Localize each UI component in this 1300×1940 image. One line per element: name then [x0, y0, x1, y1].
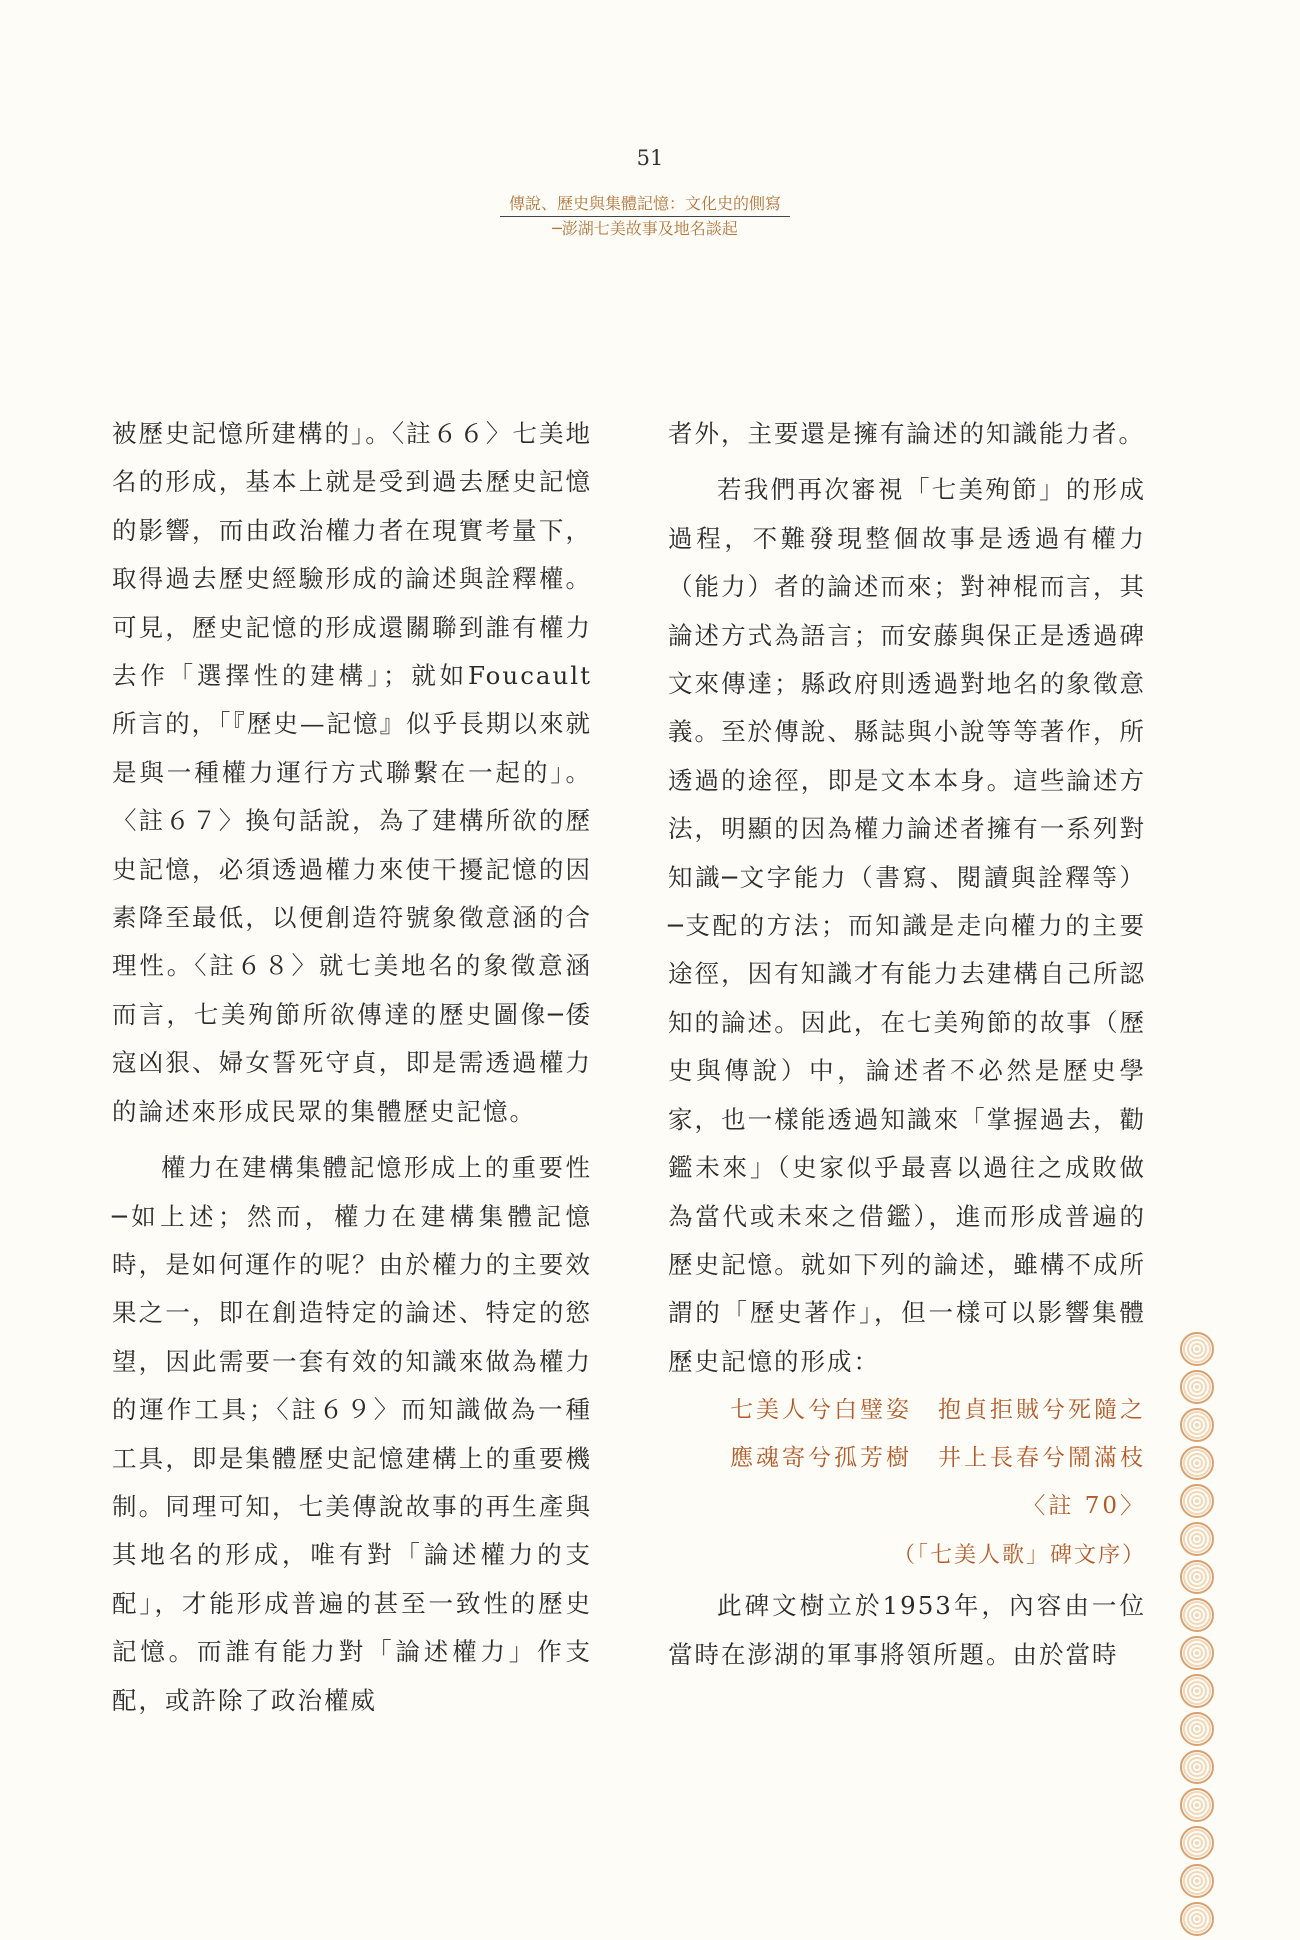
text-line: 使干擾記憶的因素降至最低，以便創造 [112, 854, 593, 933]
text-line: 論述權力」作支配，或許除了政治權威 [112, 1637, 592, 1715]
ornament-circle-icon [1180, 1332, 1214, 1366]
text-line: 下列的論述，雖構不成所謂的「歷史著 [668, 1249, 1147, 1328]
text-line: 權力在建構集體記憶形成上的重要 [161, 1153, 566, 1183]
text-line: 此碑文樹立於1953年，內容由一位 [717, 1591, 1146, 1621]
text-line: 性─如上述；然而，權力在建構集體記 [112, 1153, 592, 1231]
left-paragraph-2 [112, 1144, 592, 1725]
ornament-circle-icon [1180, 1750, 1214, 1784]
text-line: 徵意義。至於傳說、縣誌與小說等等著 [668, 669, 1147, 747]
left-paragraph-1 [112, 410, 592, 1136]
running-title-line1: 傳說、歷史與集體記憶：文化史的側寫 [500, 192, 790, 217]
text-line: 最喜以過往之成敗做為當代或未來之借 [668, 1153, 1147, 1231]
text-line: 鑑），進而形成普遍的歷史記憶。就如 [668, 1201, 1146, 1279]
poem-line-1: 七美人兮白璧姿 抱貞拒賊兮死隨之 [730, 1397, 1146, 1424]
text-line: 量下，取得過去歷史經驗形成的論述與 [112, 515, 593, 594]
left-column [112, 410, 592, 1725]
ornament-circle-icon [1180, 1826, 1214, 1860]
poem-quote [668, 1386, 1146, 1530]
text-line: 上的重要機制。同理可知，七美傳說故 [112, 1443, 593, 1521]
text-line: 守貞，即是需透過權力的論述來形成民 [112, 1048, 593, 1126]
page-number: 51 [636, 146, 664, 170]
text-line: 做為一種工具，即是集體歷史記憶建構 [112, 1395, 593, 1473]
right-paragraph-2 [668, 466, 1146, 1386]
text-line: 。 [1118, 419, 1145, 448]
ornament-circle-icon [1180, 1864, 1214, 1898]
text-line: 定的慾望，因此需要一套有效的知識來 [112, 1298, 593, 1376]
text-line: 美地名的象徵意涵而言，七美殉節所欲 [112, 951, 593, 1029]
text-line: 事的再生產與其地名的形成，唯有對「 [112, 1491, 593, 1570]
text-line: 若我們再次審視「七美殉節」的形成 [717, 475, 1146, 505]
ornament-circle-icon [1180, 1598, 1214, 1632]
ornament-circle-icon [1180, 1560, 1214, 1594]
text-line: 過程，不難發現整個故事是透過有權力 [668, 523, 1146, 553]
ornament-circle-icon [1180, 1636, 1214, 1670]
ornament-circle-icon [1180, 1408, 1214, 1442]
text-line: 些論述方法，明顯的因為權力論述者擁 [668, 765, 1147, 844]
text-line: 建構所欲的歷史記憶，必須透過權力來 [112, 806, 593, 884]
poem-footnote: 〈註 70〉 [1022, 1493, 1146, 1520]
text-line: 論述權力的支配」，才能形成普遍的甚 [112, 1540, 592, 1618]
text-line: 有一系列對知識─文字能力（書寫、閱 [668, 814, 1147, 892]
poem-line-2: 應魂寄兮孤芳樹 井上長春兮鬧滿枝 [730, 1445, 1146, 1472]
text-line: 眾的集體歷史記憶。 [297, 1096, 536, 1126]
right-paragraph-1 [668, 410, 1146, 458]
text-line: 憶時，是如何運作的呢？由於權力的主 [112, 1201, 592, 1279]
text-line: 作」，但一樣可以影響集體歷史記憶的 [668, 1298, 1147, 1376]
right-column [668, 410, 1146, 1679]
text-line: 論述方式為語言；而安藤與保正是透過 [668, 620, 1120, 650]
text-line: 符號象徵意涵的合理性。〈註６８〉就七 [112, 903, 593, 981]
text-line: 讀與詮釋等）─支配的方法；而知識是 [668, 862, 1147, 941]
text-line: 做為權力的運作工具；〈註６９〉而知識 [112, 1346, 593, 1425]
ornament-circle-icon [1180, 1484, 1214, 1518]
running-title-line2: ─澎湖七美故事及地名談起 [552, 219, 738, 238]
right-paragraph-3 [668, 1582, 1146, 1679]
text-line: 作，所透過的途徑，即是文本本身。這 [668, 717, 1147, 795]
ornament-circle-icon [1180, 1446, 1214, 1480]
text-line: 記憶的影響，而由政治權力者在現實考 [112, 467, 593, 545]
text-line: 碑文來傳達；縣政府則透過對地名的象 [668, 620, 1146, 699]
text-line: 者外，主要還是擁有論述的知識能力者 [668, 419, 1119, 448]
text-line: 識來「掌握過去，勸鑑未來」（史家似乎 [668, 1104, 1147, 1183]
poem-source: （「七美人歌」碑文序） [892, 1543, 1146, 1569]
text-line: Foucault所言的，「『歷史—記憶』似乎 [112, 661, 592, 739]
text-line: 當時在澎湖的軍事將領所題。由於當時 [668, 1639, 1119, 1669]
text-line: 至一致性的歷史記憶。而誰有能力對「 [112, 1588, 593, 1667]
ornament-circle-icon [1180, 1522, 1214, 1556]
text-line: 力去建構自己所認知的論述。因此，在 [668, 959, 1147, 1037]
running-head [500, 192, 790, 241]
text-line: 被歷史記憶所建構的」。〈註６６〉七美 [112, 419, 566, 448]
text-line: 傳達的歷史圖像─倭寇凶狠、婦女誓死 [112, 999, 592, 1078]
ornament-circle-icon [1180, 1674, 1214, 1708]
text-line: 地名的形成，基本上就是受到過去歷史 [112, 419, 592, 497]
text-line: 者不必然是歷史學家，也一樣能透過知 [668, 1056, 1146, 1134]
text-line: 形成： [800, 1346, 880, 1376]
text-line: 七美殉節的故事（歷史與傳說）中，論述 [668, 1007, 1147, 1086]
text-line: 詮釋權。可見，歷史記憶的形成還關聯 [112, 564, 593, 642]
ornament-circle-icon [1180, 1712, 1214, 1746]
text-line: 長期以來就是與一種權力運行方式聯繫 [112, 709, 593, 787]
decorative-ornament-strip [1180, 1332, 1214, 1940]
ornament-circle-icon [1180, 1370, 1214, 1404]
text-line: 走向權力的主要途徑，因有知識才有能 [668, 911, 1147, 989]
ornament-circle-icon [1180, 1902, 1214, 1936]
text-line: 要效果之一，即在創造特定的論述、特 [112, 1249, 593, 1328]
ornament-circle-icon [1180, 1788, 1214, 1822]
text-line: （能力）者的論述而來；對神棍而言，其 [668, 572, 1146, 602]
text-line: 在一起的」。〈註６７〉換句話說，為了 [112, 757, 593, 836]
text-line: 到誰有權力去作「選擇性的建構」；就如 [112, 612, 593, 691]
